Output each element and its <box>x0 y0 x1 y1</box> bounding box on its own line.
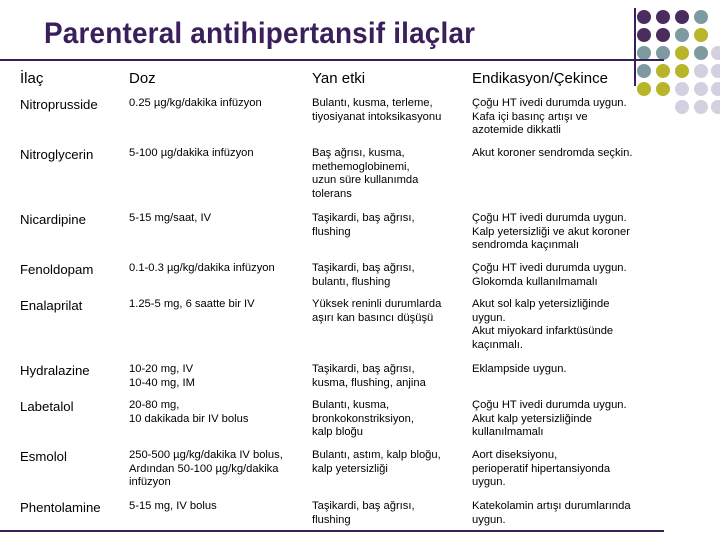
deco-dot <box>656 82 670 96</box>
indication-cell: Katekolamin artışı durumlarında uygun. <box>472 500 631 526</box>
side-effect-cell: Taşikardi, baş ağrısı, bulantı, flushing <box>312 262 415 288</box>
deco-dot <box>694 64 708 78</box>
deco-dot <box>637 82 651 96</box>
title-divider <box>0 59 664 61</box>
bottom-divider <box>0 530 664 532</box>
side-effect-cell: Baş ağrısı, kusma, methemoglobinemi, uzun süre kullanımda tolerans <box>312 147 419 200</box>
dose-cell: 250-500 µg/kg/dakika IV bolus, Ardından 50-100 µg/kg/dakika infüzyon <box>129 449 283 488</box>
deco-dot <box>675 64 689 78</box>
deco-dot <box>675 82 689 96</box>
indication-cell: Çoğu HT ivedi durumda uygun. Kafa içi basınç artışı ve azotemide dikkatli <box>472 97 627 136</box>
deco-dot <box>711 46 720 60</box>
side-effect-cell: Bulantı, kusma, terleme, tiyosiyanat intoksikasyonu <box>312 97 442 123</box>
indication-cell: Çoğu HT ivedi durumda uygun. Kalp yetersizliği ve akut koroner sendromda kaçınmalı <box>472 212 630 251</box>
deco-dot <box>656 46 670 60</box>
side-effect-cell: Bulantı, astım, kalp bloğu, kalp yetersizliği <box>312 449 441 475</box>
indication-cell: Akut koroner sendromda seçkin. <box>472 147 633 159</box>
drug-name: Esmolol <box>20 449 67 464</box>
deco-dot <box>656 28 670 42</box>
deco-dot <box>711 82 720 96</box>
dose-cell: 20-80 mg, 10 dakikada bir IV bolus <box>129 399 249 425</box>
deco-dot <box>711 100 720 114</box>
drug-name: Nitroprusside <box>20 97 98 112</box>
dose-cell: 0.25 µg/kg/dakika infüzyon <box>129 97 262 109</box>
deco-dot <box>675 28 689 42</box>
dose-cell: 0.1-0.3 µg/kg/dakika infüzyon <box>129 262 275 274</box>
dose-cell: 1.25-5 mg, 6 saatte bir IV <box>129 298 255 310</box>
drug-name: Nitroglycerin <box>20 147 94 162</box>
deco-dot <box>675 46 689 60</box>
deco-dot <box>694 100 708 114</box>
deco-dot <box>637 28 651 42</box>
header-dose: Doz <box>129 70 156 87</box>
deco-dot <box>711 64 720 78</box>
header-drug: İlaç <box>20 70 44 87</box>
deco-dot <box>675 10 689 24</box>
dose-cell: 5-100 µg/dakika infüzyon <box>129 147 254 159</box>
vertical-accent-line <box>634 8 636 86</box>
slide-title: Parenteral antihipertansif ilaçlar <box>44 17 476 50</box>
indication-cell: Aort diseksiyonu, perioperatif hipertansiyonda uygun. <box>472 449 611 488</box>
deco-dot <box>694 28 708 42</box>
indication-cell: Eklampside uygun. <box>472 363 567 375</box>
deco-dot <box>637 10 651 24</box>
drug-name: Enalaprilat <box>20 298 83 313</box>
deco-dot <box>694 46 708 60</box>
side-effect-cell: Yüksek reninli durumlarda aşırı kan basıncı düşüşü <box>312 298 442 324</box>
drug-name: Hydralazine <box>20 363 90 378</box>
deco-dot <box>656 10 670 24</box>
deco-dot <box>694 82 708 96</box>
dose-cell: 5-15 mg/saat, IV <box>129 212 212 224</box>
deco-dot <box>637 46 651 60</box>
side-effect-cell: Taşikardi, baş ağrısı, kusma, flushing, anjina <box>312 363 426 389</box>
header-side-effect: Yan etki <box>312 70 366 87</box>
side-effect-cell: Taşikardi, baş ağrısı, flushing <box>312 500 415 526</box>
deco-dot <box>675 100 689 114</box>
side-effect-cell: Taşikardi, baş ağrısı, flushing <box>312 212 415 238</box>
drug-name: Fenoldopam <box>20 262 94 277</box>
side-effect-cell: Bulantı, kusma, bronkokonstriksiyon, kalp bloğu <box>312 399 414 438</box>
dose-cell: 10-20 mg, IV 10-40 mg, IM <box>129 363 195 389</box>
indication-cell: Akut sol kalp yetersizliğinde uygun. Akut miyokard infarktüsünde kaçınmalı. <box>472 298 614 351</box>
header-indication: Endikasyon/Çekince <box>472 70 608 87</box>
deco-dot <box>637 64 651 78</box>
deco-dot <box>656 64 670 78</box>
indication-cell: Çoğu HT ivedi durumda uygun. Glokomda kullanılmamalı <box>472 262 627 288</box>
deco-dot <box>694 10 708 24</box>
indication-cell: Çoğu HT ivedi durumda uygun. Akut kalp yetersizliğinde kullanılmamalı <box>472 399 627 438</box>
drug-name: Nicardipine <box>20 212 86 227</box>
dose-cell: 5-15 mg, IV bolus <box>129 500 217 512</box>
drug-name: Phentolamine <box>20 500 101 515</box>
drug-name: Labetalol <box>20 399 74 414</box>
